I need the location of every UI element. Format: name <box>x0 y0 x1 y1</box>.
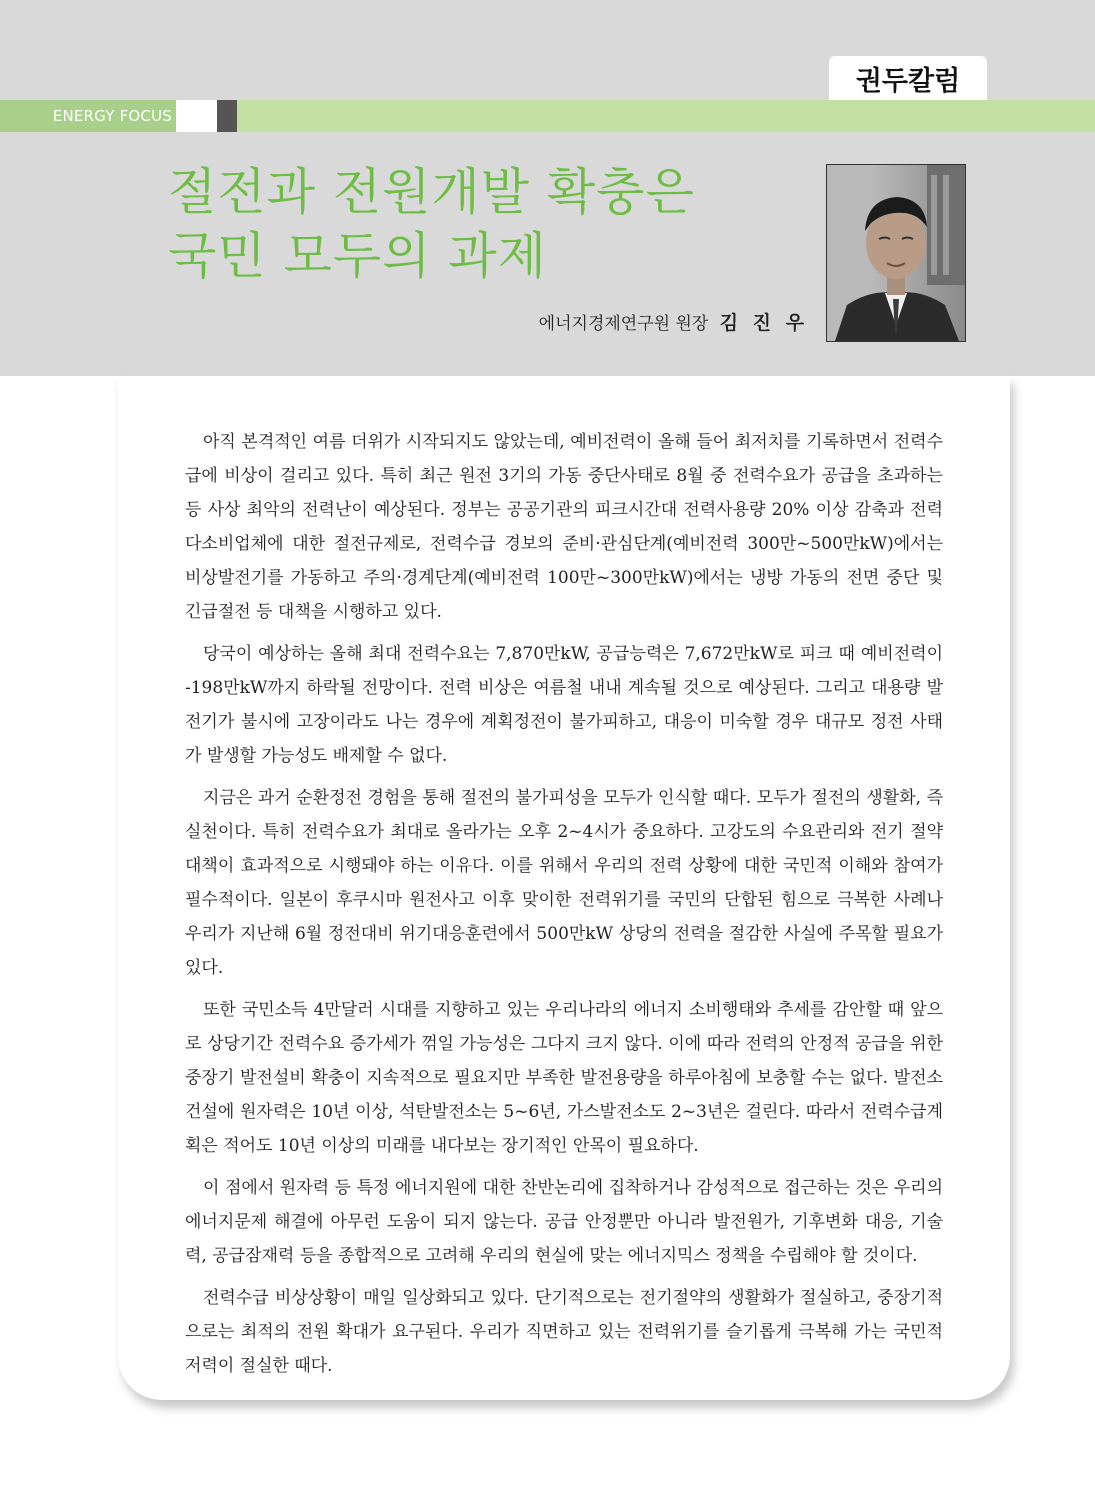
body-paragraph: 전력수급 비상상황이 매일 일상화되고 있다. 단기적으로는 전기절약의 생활화가 절실하고, 중장기적으로는 최적의 전원 확대가 요구된다. 우리가 직면하고 있는 전력위기를 슬기롭게 극복해 가는 국민적 저력이 절실한 때다. <box>185 1288 943 1376</box>
body-paragraph: 이 점에서 원자력 등 특정 에너지원에 대한 찬반논리에 집착하거나 감성적으로 접근하는 것은 우리의 에너지문제 해결에 아무런 도움이 되지 않는다. 공급 안정뿐만 아니라 발전원가, 기후변화 대응, 기술력, 공급잠재력 등을 종합적으로 고려해 우리의 현실에 맞는 에너지믹스 정책을 수립해야 할 것이다. <box>185 1178 943 1266</box>
bar-accent-dark <box>217 100 237 132</box>
article-title <box>168 160 808 288</box>
author-portrait <box>826 164 966 342</box>
column-category-tab: 권두칼럼 <box>829 56 987 100</box>
title-line-1: 절전과 전원개발 확충은 <box>168 163 695 221</box>
section-label: ENERGY FOCUS <box>0 100 176 132</box>
title-line-2: 국민 모두의 과제 <box>168 227 547 285</box>
body-paragraph: 아직 본격적인 여름 더위가 시작되지도 않았는데, 예비전력이 올해 들어 최저치를 기록하면서 전력수급에 비상이 걸리고 있다. 특히 최근 원전 3기의 가동 중단사태로 8월 중 전력수요가 공급을 초과하는 등 사상 최악의 전력난이 예상된다. 정부는 공공기관의 피크시간대 전력사용량 20% 이상 감축과 전력 다소비업체에 대한 절전규제로, 전력수급 경보의 준비·관심단계(예비전력 300만~500만kW)에서는 비상발전기를 가동하고 주의·경계단계(예비전력 100만~300만kW)에서는 냉방 가동의 전면 중단 및 긴급절전 등 대책을 시행하고 있다. <box>185 432 943 622</box>
author-name: 김 진 우 <box>719 312 808 334</box>
body-paragraph: 또한 국민소득 4만달러 시대를 지향하고 있는 우리나라의 에너지 소비행태와 추세를 감안할 때 앞으로 상당기간 전력수요 증가세가 꺾일 가능성은 그다지 크지 않다. 이에 따라 전력의 안정적 공급을 위한 중장기 발전설비 확충이 지속적으로 필요지만 부족한 발전용량을 하루아침에 보충할 수는 없다. 발전소 건설에 원자력은 10년 이상, 석탄발전소는 5~6년, 가스발전소도 2~3년은 걸린다. 따라서 전력수급계획은 적어도 10년 이상의 미래를 내다보는 장기적인 안목이 필요하다. <box>185 1000 943 1156</box>
article-body <box>185 425 943 1391</box>
body-paragraph: 당국이 예상하는 올해 최대 전력수요는 7,870만kW, 공급능력은 7,672만kW로 피크 때 예비전력이 -198만kW까지 하락될 전망이다. 전력 비상은 여름철 내내 계속될 것으로 예상된다. 그리고 대용량 발전기가 불시에 고장이라도 나는 경우에 계획정전이 불가피하고, 대응이 미숙할 경우 대규모 정전 사태가 발생할 가능성도 배제할 수 없다. <box>185 644 943 766</box>
author-affiliation: 에너지경제연구원 원장 <box>538 314 709 334</box>
body-paragraph: 지금은 과거 순환정전 경험을 통해 절전의 불가피성을 모두가 인식할 때다. 모두가 절전의 생활화, 즉 실천이다. 특히 전력수요가 최대로 올라가는 오후 2~4시가 중요하다. 고강도의 수요관리와 전기 절약 대책이 효과적으로 시행돼야 하는 이유다. 이를 위해서 우리의 전력 상황에 대한 국민적 이해와 참여가 필수적이다. 일본이 후쿠시마 원전사고 이후 맞이한 전력위기를 국민의 단합된 힘으로 극복한 사례나 우리가 지난해 6월 정전대비 위기대응훈련에서 500만kW 상당의 전력을 절감한 사실에 주목할 필요가 있다. <box>185 788 943 978</box>
bar-accent-white <box>176 100 217 132</box>
author-byline <box>539 308 808 335</box>
